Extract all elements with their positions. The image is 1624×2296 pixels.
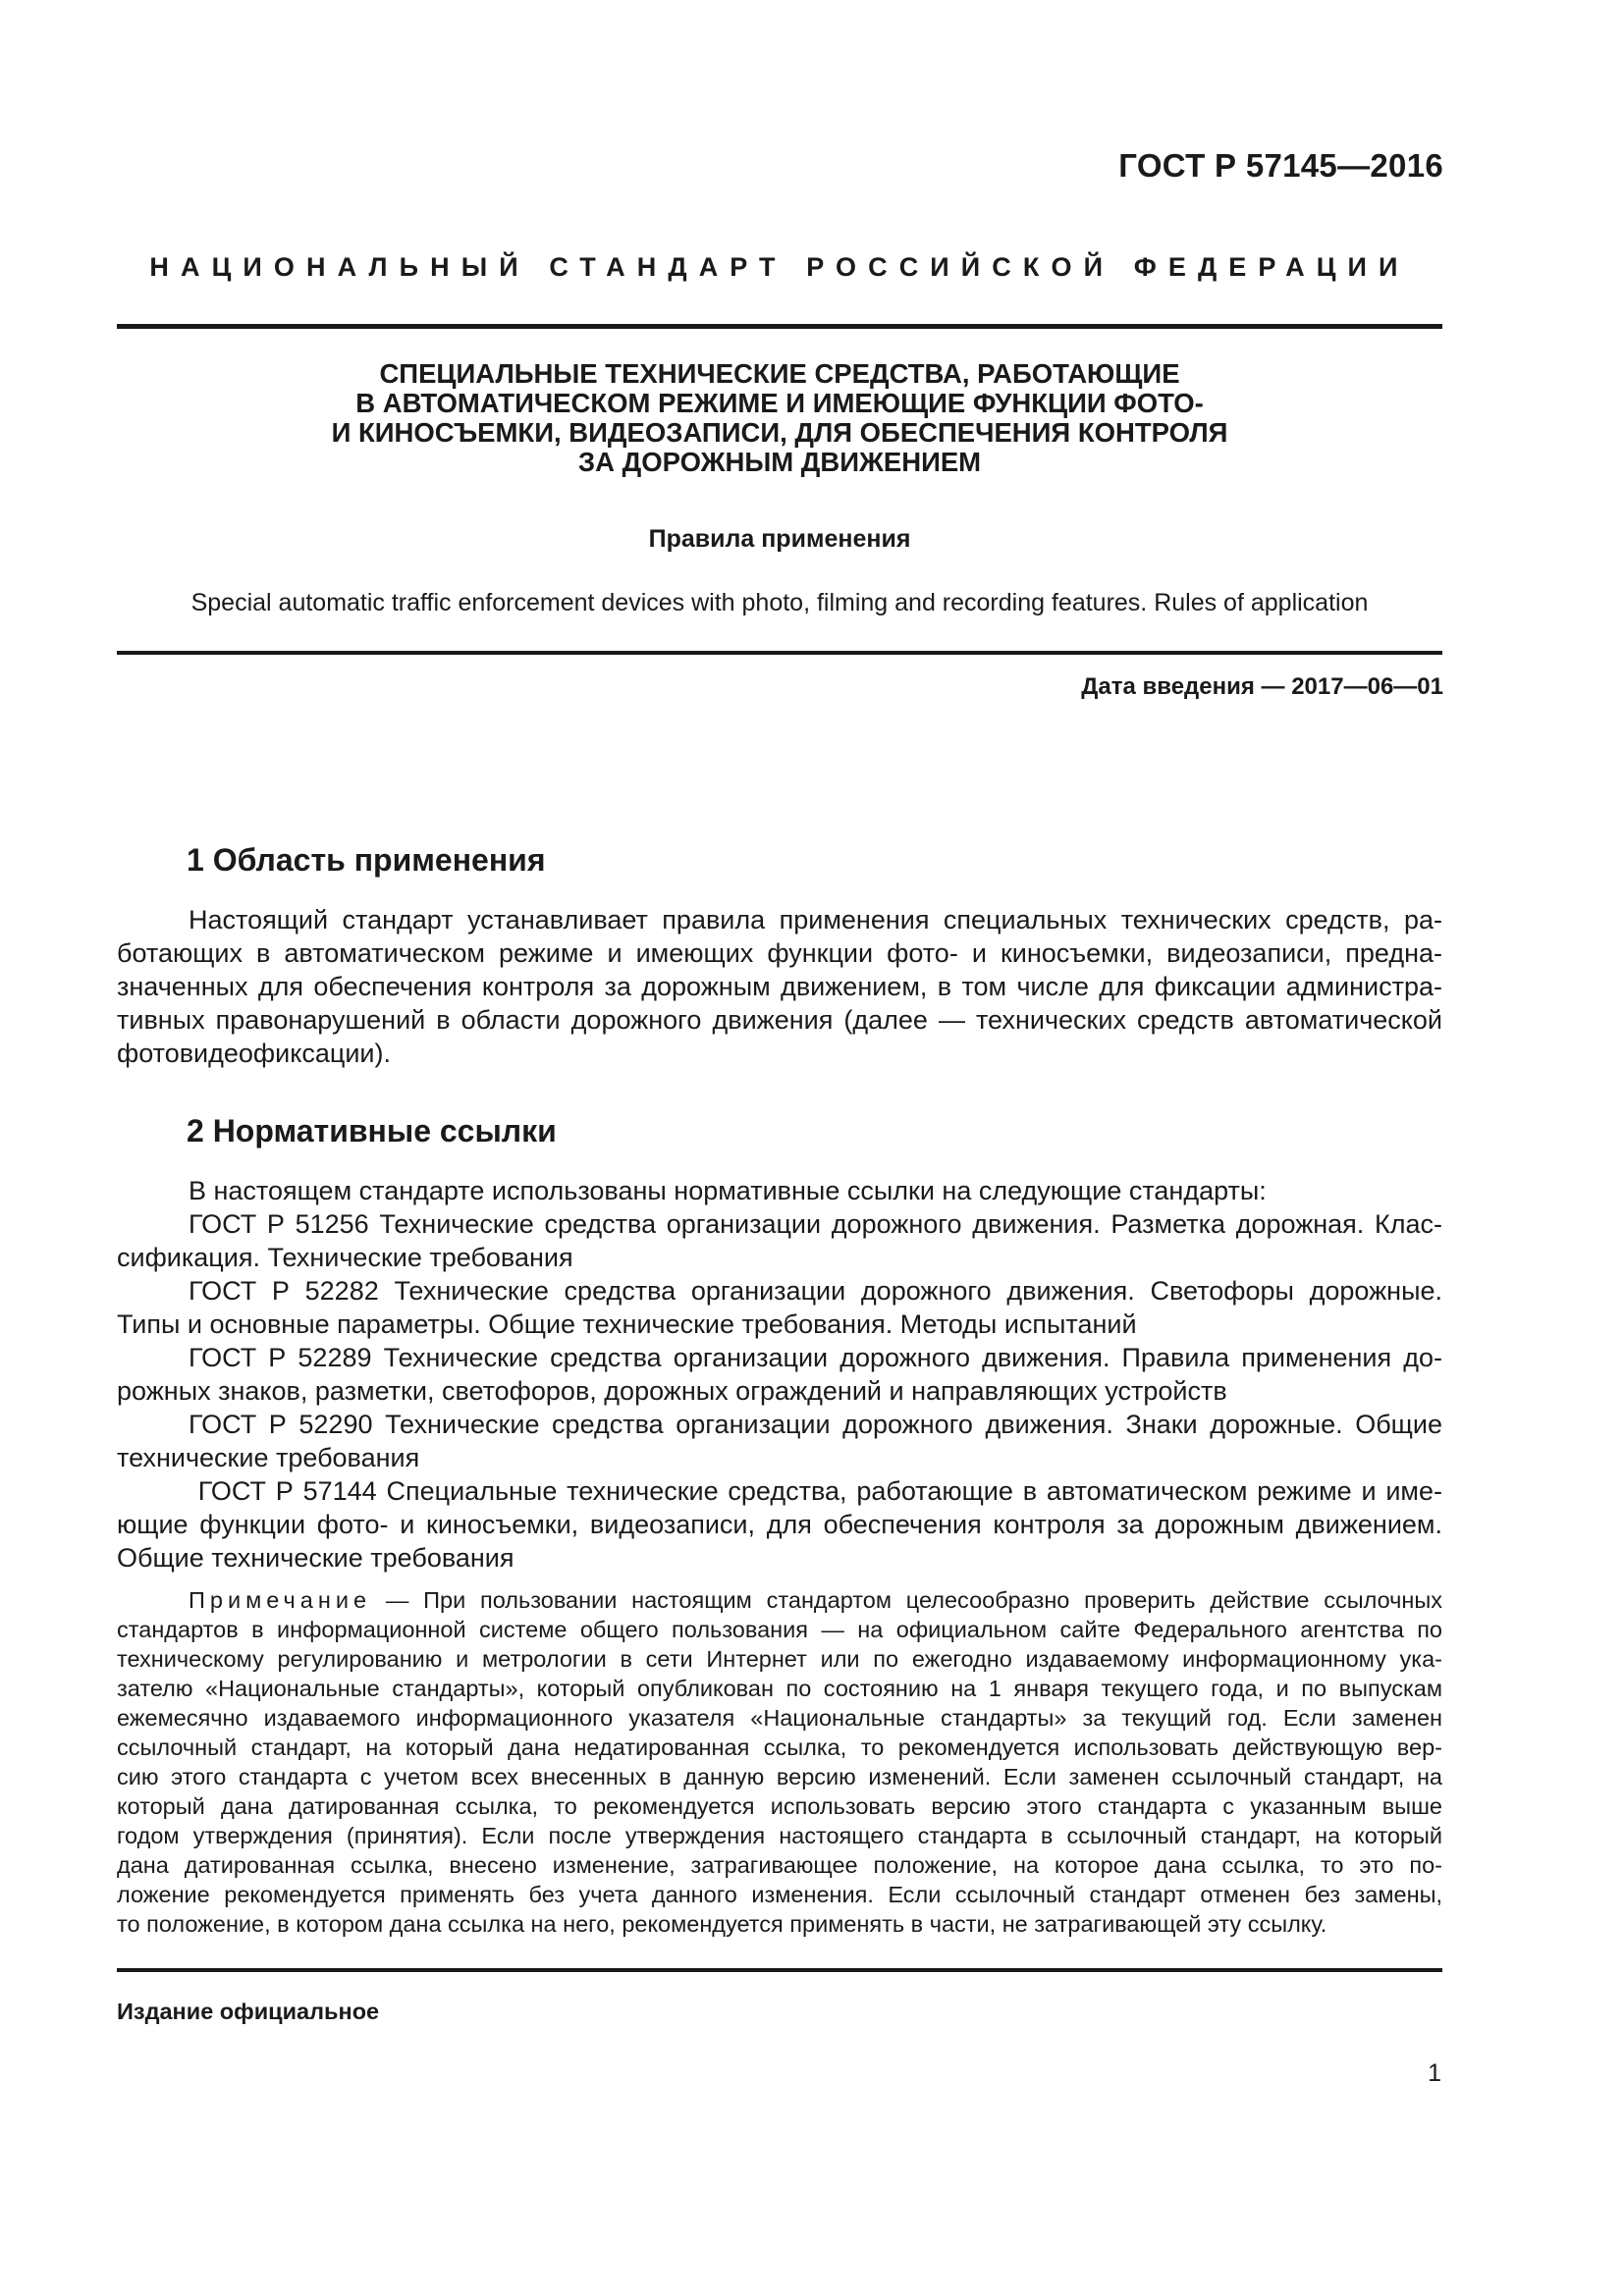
section-1-line: фотовидеофиксации). bbox=[117, 1039, 391, 1068]
note-line: зателю «Национальные стандарты», который опубликован по состоянию на 1 января текущего года, и по выпускам bbox=[117, 1676, 1442, 1701]
official-edition-label: Издание официальное bbox=[117, 1999, 380, 2024]
section-2-line: технические требования bbox=[117, 1443, 420, 1472]
note-line: дана датированная ссылка, внесено изменение, затрагивающее положение, на которое дана ссылка, то это по- bbox=[117, 1852, 1442, 1878]
reference-gost-52282: ГОСТ Р 52282 Технические средства организации дорожного движения. Светофоры дорожные. bbox=[189, 1276, 1442, 1306]
english-title: Special automatic traffic enforcement devices with photo, filming and recording features. Rules of application bbox=[190, 589, 1369, 616]
section-2-line: В настоящем стандарте использованы нормативные ссылки на следующие стандарты: bbox=[189, 1176, 1267, 1205]
section-1-line: ботающих в автоматическом режиме и имеющих функции фото- и киносъемки, видеозаписи, предна- bbox=[117, 938, 1442, 968]
section-2-line: Общие технические требования bbox=[117, 1543, 514, 1573]
section-2-heading: 2 Нормативные ссылки bbox=[187, 1113, 557, 1148]
section-2-line: рожных знаков, разметки, светофоров, дорожных ограждений и направляющих устройств bbox=[117, 1376, 1227, 1406]
document-code: ГОСТ Р 57145—2016 bbox=[1118, 147, 1443, 184]
note-line: сию этого стандарта с учетом всех внесенных в данную версию изменений. Если заменен ссылочный стандарт, на bbox=[117, 1764, 1442, 1789]
national-standard-banner: НАЦИОНАЛЬНЫЙ СТАНДАРТ РОССИЙСКОЙ ФЕДЕРАЦИИ bbox=[149, 252, 1410, 282]
title-line: СПЕЦИАЛЬНЫЕ ТЕХНИЧЕСКИЕ СРЕДСТВА, РАБОТАЮЩИЕ bbox=[379, 358, 1180, 389]
document-subtitle: Правила применения bbox=[648, 525, 911, 553]
section-2-line: Типы и основные параметры. Общие технические требования. Методы испытаний bbox=[117, 1309, 1137, 1339]
note-line: ежемесячно издаваемого информационного указателя «Национальные стандарты» за текущий год. Если заменен bbox=[117, 1705, 1442, 1731]
note-line: который дана датированная ссылка, то рекомендуется использовать версию этого стандарта с указанным выше bbox=[117, 1793, 1442, 1819]
footer-divider bbox=[117, 1968, 1442, 1972]
section-1-heading: 1 Область применения bbox=[187, 842, 546, 878]
title-divider bbox=[117, 651, 1442, 655]
section-2-line: сификация. Технические требования bbox=[117, 1243, 573, 1272]
note-first-line-text: — При пользовании настоящим стандартом целесообразно проверить действие ссылочных bbox=[371, 1587, 1442, 1613]
introduction-date: Дата введения — 2017—06—01 bbox=[1081, 673, 1443, 700]
reference-gost-52290: ГОСТ Р 52290 Технические средства организации дорожного движения. Знаки дорожные. Общие bbox=[189, 1410, 1442, 1439]
page-number: 1 bbox=[1428, 2059, 1441, 2087]
title-line: В АВТОМАТИЧЕСКОМ РЕЖИМЕ И ИМЕЮЩИЕ ФУНКЦИИ ФОТО- bbox=[355, 388, 1204, 418]
note-line: техническому регулированию и метрологии в сети Интернет или по ежегодно издаваемому информационному ука- bbox=[117, 1646, 1442, 1672]
note-first-line bbox=[189, 1585, 1442, 1615]
section-1-line: Настоящий стандарт устанавливает правила применения специальных технических средств, ра- bbox=[189, 905, 1442, 934]
section-2-line: ющие функции фото- и киносъемки, видеозаписи, для обеспечения контроля за дорожным движением. bbox=[117, 1510, 1442, 1539]
note-label: Примечание bbox=[189, 1587, 372, 1613]
note-line: годом утверждения (принятия). Если после утверждения настоящего стандарта в ссылочный стандарт, на который bbox=[117, 1823, 1442, 1848]
reference-gost-52289: ГОСТ Р 52289 Технические средства организации дорожного движения. Правила применения до- bbox=[189, 1343, 1442, 1372]
document-title bbox=[196, 359, 1363, 477]
section-1-line: тивных правонарушений в области дорожного движения (далее — технических средств автоматической bbox=[117, 1005, 1442, 1035]
note-line: ссылочный стандарт, на который дана недатированная ссылка, то рекомендуется использовать действующую вер- bbox=[117, 1735, 1442, 1760]
header-divider bbox=[117, 324, 1442, 329]
reference-gost-57144: ГОСТ Р 57144 Специальные технические средства, работающие в автоматическом режиме и име- bbox=[189, 1476, 1442, 1506]
section-1-line: значенных для обеспечения контроля за дорожным движением, в том числе для фиксации администра- bbox=[117, 972, 1442, 1001]
note-line: стандартов в информационной системе общего пользования — на официальном сайте Федерального агентства по bbox=[117, 1617, 1442, 1642]
title-line: ЗА ДОРОЖНЫМ ДВИЖЕНИЕМ bbox=[577, 447, 982, 477]
title-line: И КИНОСЪЕМКИ, ВИДЕОЗАПИСИ, ДЛЯ ОБЕСПЕЧЕНИЯ КОНТРОЛЯ bbox=[331, 417, 1228, 448]
note-line: ложение рекомендуется применять без учета данного изменения. Если ссылочный стандарт отменен без замены, bbox=[117, 1882, 1442, 1907]
reference-gost-51256: ГОСТ Р 51256 Технические средства организации дорожного движения. Разметка дорожная. Клас- bbox=[189, 1209, 1442, 1239]
note-line: то положение, в котором дана ссылка на него, рекомендуется применять в части, не затрагивающей эту ссылку. bbox=[117, 1911, 1327, 1937]
